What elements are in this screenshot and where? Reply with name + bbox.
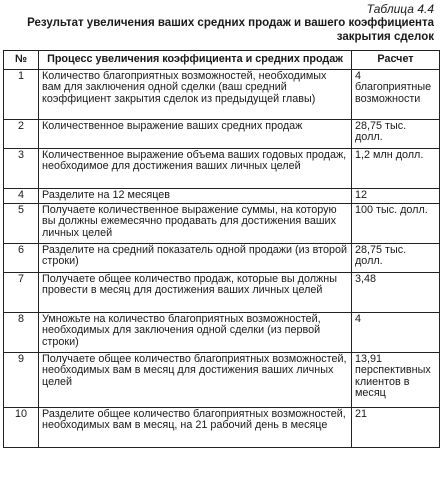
row-process: Разделите на средний показатель одной продажи (из второй строки) bbox=[39, 243, 352, 272]
row-number: 10 bbox=[4, 407, 39, 447]
table-row bbox=[4, 69, 440, 119]
row-calc: 13,91 перспективных клиентов в месяц bbox=[352, 352, 440, 407]
row-number: 7 bbox=[4, 272, 39, 312]
row-number: 1 bbox=[4, 69, 39, 119]
row-number: 5 bbox=[4, 203, 39, 243]
row-number: 2 bbox=[4, 119, 39, 148]
table-row bbox=[4, 119, 440, 148]
row-number: 4 bbox=[4, 188, 39, 203]
row-calc: 100 тыс. долл. bbox=[352, 203, 440, 243]
row-number: 9 bbox=[4, 352, 39, 407]
table-row bbox=[4, 272, 440, 312]
table-number: Таблица 4.4 bbox=[366, 2, 434, 16]
row-calc: 28,75 тыс. долл. bbox=[352, 119, 440, 148]
row-process: Получаете количественное выражение суммы, на которую вы должны ежемесячно продавать для достижения ваших личных целей bbox=[39, 203, 352, 243]
row-number: 8 bbox=[4, 312, 39, 352]
table-header-row bbox=[4, 51, 440, 70]
row-process: Количественное выражение ваших средних продаж bbox=[39, 119, 352, 148]
table-row bbox=[4, 352, 440, 407]
row-process: Разделите на 12 месяцев bbox=[39, 188, 352, 203]
table-row bbox=[4, 312, 440, 352]
row-process: Количественное выражение объема ваших годовых продаж, необходимое для достижения ваших личных целей bbox=[39, 148, 352, 188]
column-header-process: Процесс увеличения коэффициента и средних продаж bbox=[39, 51, 352, 70]
table-row bbox=[4, 148, 440, 188]
column-header-calc: Расчет bbox=[352, 51, 440, 70]
row-calc: 1,2 млн долл. bbox=[352, 148, 440, 188]
results-table bbox=[3, 50, 440, 448]
row-calc: 21 bbox=[352, 407, 440, 447]
table-row bbox=[4, 203, 440, 243]
table-title: Результат увеличения ваших средних продаж и вашего коэффициента закрытия сделок bbox=[27, 17, 434, 43]
row-process: Количество благоприятных возможностей, необходимых вам для заключения одной сделки (ваш средний коэффициент закрытия сделок из предыдущей главы) bbox=[39, 69, 352, 119]
table-row bbox=[4, 407, 440, 447]
row-number: 3 bbox=[4, 148, 39, 188]
row-process: Разделите общее количество благоприятных возможностей, необходимых вам в месяц, на 21 рабочий день в месяце bbox=[39, 407, 352, 447]
table-row bbox=[4, 243, 440, 272]
row-calc: 12 bbox=[352, 188, 440, 203]
row-calc: 4 bbox=[352, 312, 440, 352]
row-calc: 28,75 тыс. долл. bbox=[352, 243, 440, 272]
column-header-num: № bbox=[4, 51, 39, 70]
row-calc: 3,48 bbox=[352, 272, 440, 312]
table-row bbox=[4, 188, 440, 203]
row-calc: 4 благоприятные возможности bbox=[352, 69, 440, 119]
row-process: Получаете общее количество благоприятных возможностей, необходимых вам в месяц для достижения ваших личных целей bbox=[39, 352, 352, 407]
row-process: Получаете общее количество продаж, которые вы должны провести в месяц для достижения ваших личных целей bbox=[39, 272, 352, 312]
row-number: 6 bbox=[4, 243, 39, 272]
row-process: Умножьте на количество благоприятных возможностей, необходимых для заключения одной сделки (из первой строки) bbox=[39, 312, 352, 352]
